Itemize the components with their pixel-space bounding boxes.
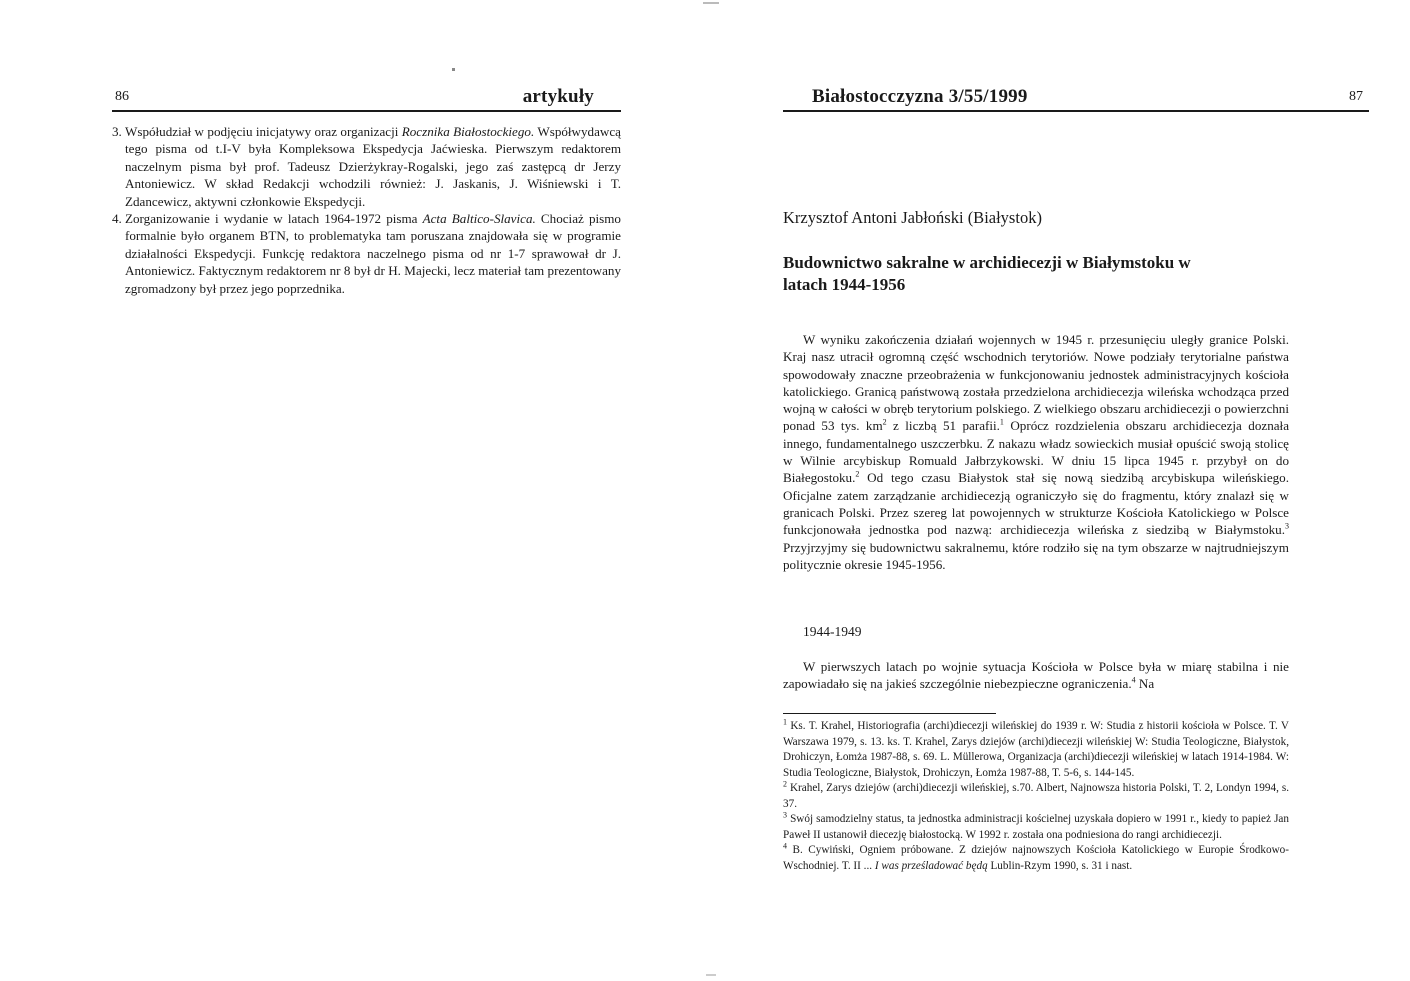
footnote-number: 1 <box>783 717 787 727</box>
list-item-number: 3. <box>112 124 122 139</box>
body-paragraph: W pierwszych latach po wojnie sytuacja Kościoła w Polsce była w miarę stabilna i nie zapowiadało się na jakieś szczególnie niebezpieczne ograniczenia.$^4$ Na <box>783 659 1289 692</box>
footnote-ref: 1 <box>999 418 1004 428</box>
footnote-number: 3 <box>783 810 787 820</box>
numbered-list <box>112 123 621 297</box>
footnote: $^3$ Swój samodzielny status, ta jednostka administracji kościelnej uzyskała dopiero w 1991 r., kiedy to papież Jan Paweł II ustanowił diecezję białostocką. W 1992 r. została ona podniesiona do rangi archidiecezji. <box>783 810 1289 841</box>
right-page-header <box>783 84 1369 112</box>
journal-title: Rocznika Białostockiego. <box>401 124 535 139</box>
body-paragraph: W wyniku zakończenia działań wojennych w 1945 r. przesunięciu uległy granice Polski. Kraj nasz utracił ogromną część wschodnich terytoriów. Nowe podziały terytorialne państwa spowodowały znaczne przeobrażenia w funkcjonowaniu jednostek administracyjnych kościoła katolickiego. Granicą państwową została przedzielona archidiecezja wileńska wchodząca przed wojną w całości w obręb terytorium polskiego. Z wielkiego obszaru archidiecezji o powierzchni ponad 53 tys. $km^2$ z liczbą 51 parafii.$^1$ Oprócz rozdzielenia obszaru archidiecezja doznała innego, fundamentalnego uszczerbku. Z nakazu władz sowieckich musiał opuścić swoją stolicę w Wilnie arcybiskup Romuald Jałbrzykowski. W dniu 15 lipca 1945 r. przybył on do Białegostoku.$^2$ Od tego czasu Białystok stał się nową siedzibą arcybiskupa wileńskiego. Oficjalne zatem zarządzanie archidiecezją ograniczyło się do fragmentu, który znalazł się w granicach Polski. Przez szereg lat powojennych w strukturze Kościoła Katolickiego w Polsce funkcjonowała jednostka pod nazwą: archidiecezja wileńska z siedzibą w Białymstoku.$^3$ Przyjrzyjmy się budownictwu sakralnemu, które rodziło się na tym obszarze w najtrudniejszym politycznie okresie 1945-1956. <box>783 332 1289 572</box>
book-title: I was prześladować będą <box>874 859 988 872</box>
page-number: 87 <box>1349 89 1363 104</box>
footnote-number: 4 <box>783 841 787 851</box>
list-item-number: 4. <box>112 211 122 227</box>
footnote-ref: 2 <box>855 470 860 480</box>
list-item: 4. Zorganizowanie i wydanie w latach 1964-1972 pisma Acta Baltico-Slavica. Chociaż pismo formalnie było organem BTN, to problematyka tam poruszana znajdowała się w programie działalności Ekspedycji. Funkcję redaktora naczelnego pisma od nr 1-7 sprawował dr J. Antoniewicz. Faktycznym redaktorem nr 8 był dr H. Majecki, lecz materiał tam prezentowany zgromadzony był przez jego poprzednika. <box>112 211 621 296</box>
page-number: 86 <box>115 89 129 104</box>
footnote-number: 2 <box>783 779 787 789</box>
footnote-ref: 3 <box>1285 521 1289 531</box>
section-heading: 1944-1949 <box>803 624 862 639</box>
footnote-ref: 4 <box>1131 675 1136 685</box>
footnote: $^2$ Krahel, Zarys dziejów (archi)diecezji wileńskiej, s.70. Albert, Najnowsza historia Polski, T. 2, Londyn 1994, s. 37. <box>783 779 1289 810</box>
list-item: 3. Współudział w podjęciu inicjatywy oraz organizacji Rocznika Białostockiego. Współwydawcą tego pisma od t.I-V była Kompleksowa Ekspedycja Jaćwieska. Pierwszym redaktorem naczelnym pisma był prof. Tadeusz Dzierżykray-Rogalski, jego zaś zastępcą dr Jerzy Antoniewicz. W skład Redakcji wchodzili również: J. Jaskanis, J. Wiśniewski i T. Zdancewicz, aktywni członkowie Ekspedycji. <box>112 124 621 209</box>
journal-title: Acta Baltico-Slavica. <box>422 211 536 227</box>
footnotes <box>783 719 1289 874</box>
right-page <box>705 0 1410 981</box>
running-title: Białostocczyzna 3/55/1999 <box>812 86 1028 107</box>
article-author: Krzysztof Antoni Jabłoński (Białystok) <box>783 208 1042 227</box>
article-title: Budownictwo sakralne w archidiecezji w Białymstoku w latach 1944-1956 <box>783 253 1191 294</box>
footnote: $^1$ Ks. T. Krahel, Historiografia (archi)diecezji wileńskiej do 1939 r. W: Studia z historii kościoła w Polsce. T. V Warszawa 1979, s. 13. ks. T. Krahel, Zarys dziejów (archi)diecezji wileńskiej W: Studia Teologiczne, Białystok, Drohiczyn, Łomża 1987-88, s. 69. L. Müllerowa, Organizacja (archi)diecezji wileńskiej w latach 1914-1984. W: Studia Teologiczne, Białystok, Drohiczyn, Łomża 1987-88, T. 5-6, s. 144-145. <box>783 717 1289 779</box>
footnote-divider <box>783 713 996 714</box>
running-title: artykuły <box>522 86 594 107</box>
left-page-header <box>112 84 621 112</box>
footnote: $^4$ B. Cywiński, Ogniem próbowane. Z dziejów najnowszych Kościoła Katolickiego w Europie Środkowo-Wschodniej. T. II ... I was prześladować będą Lublin-Rzym 1990, s. 31 i nast. <box>783 841 1289 872</box>
